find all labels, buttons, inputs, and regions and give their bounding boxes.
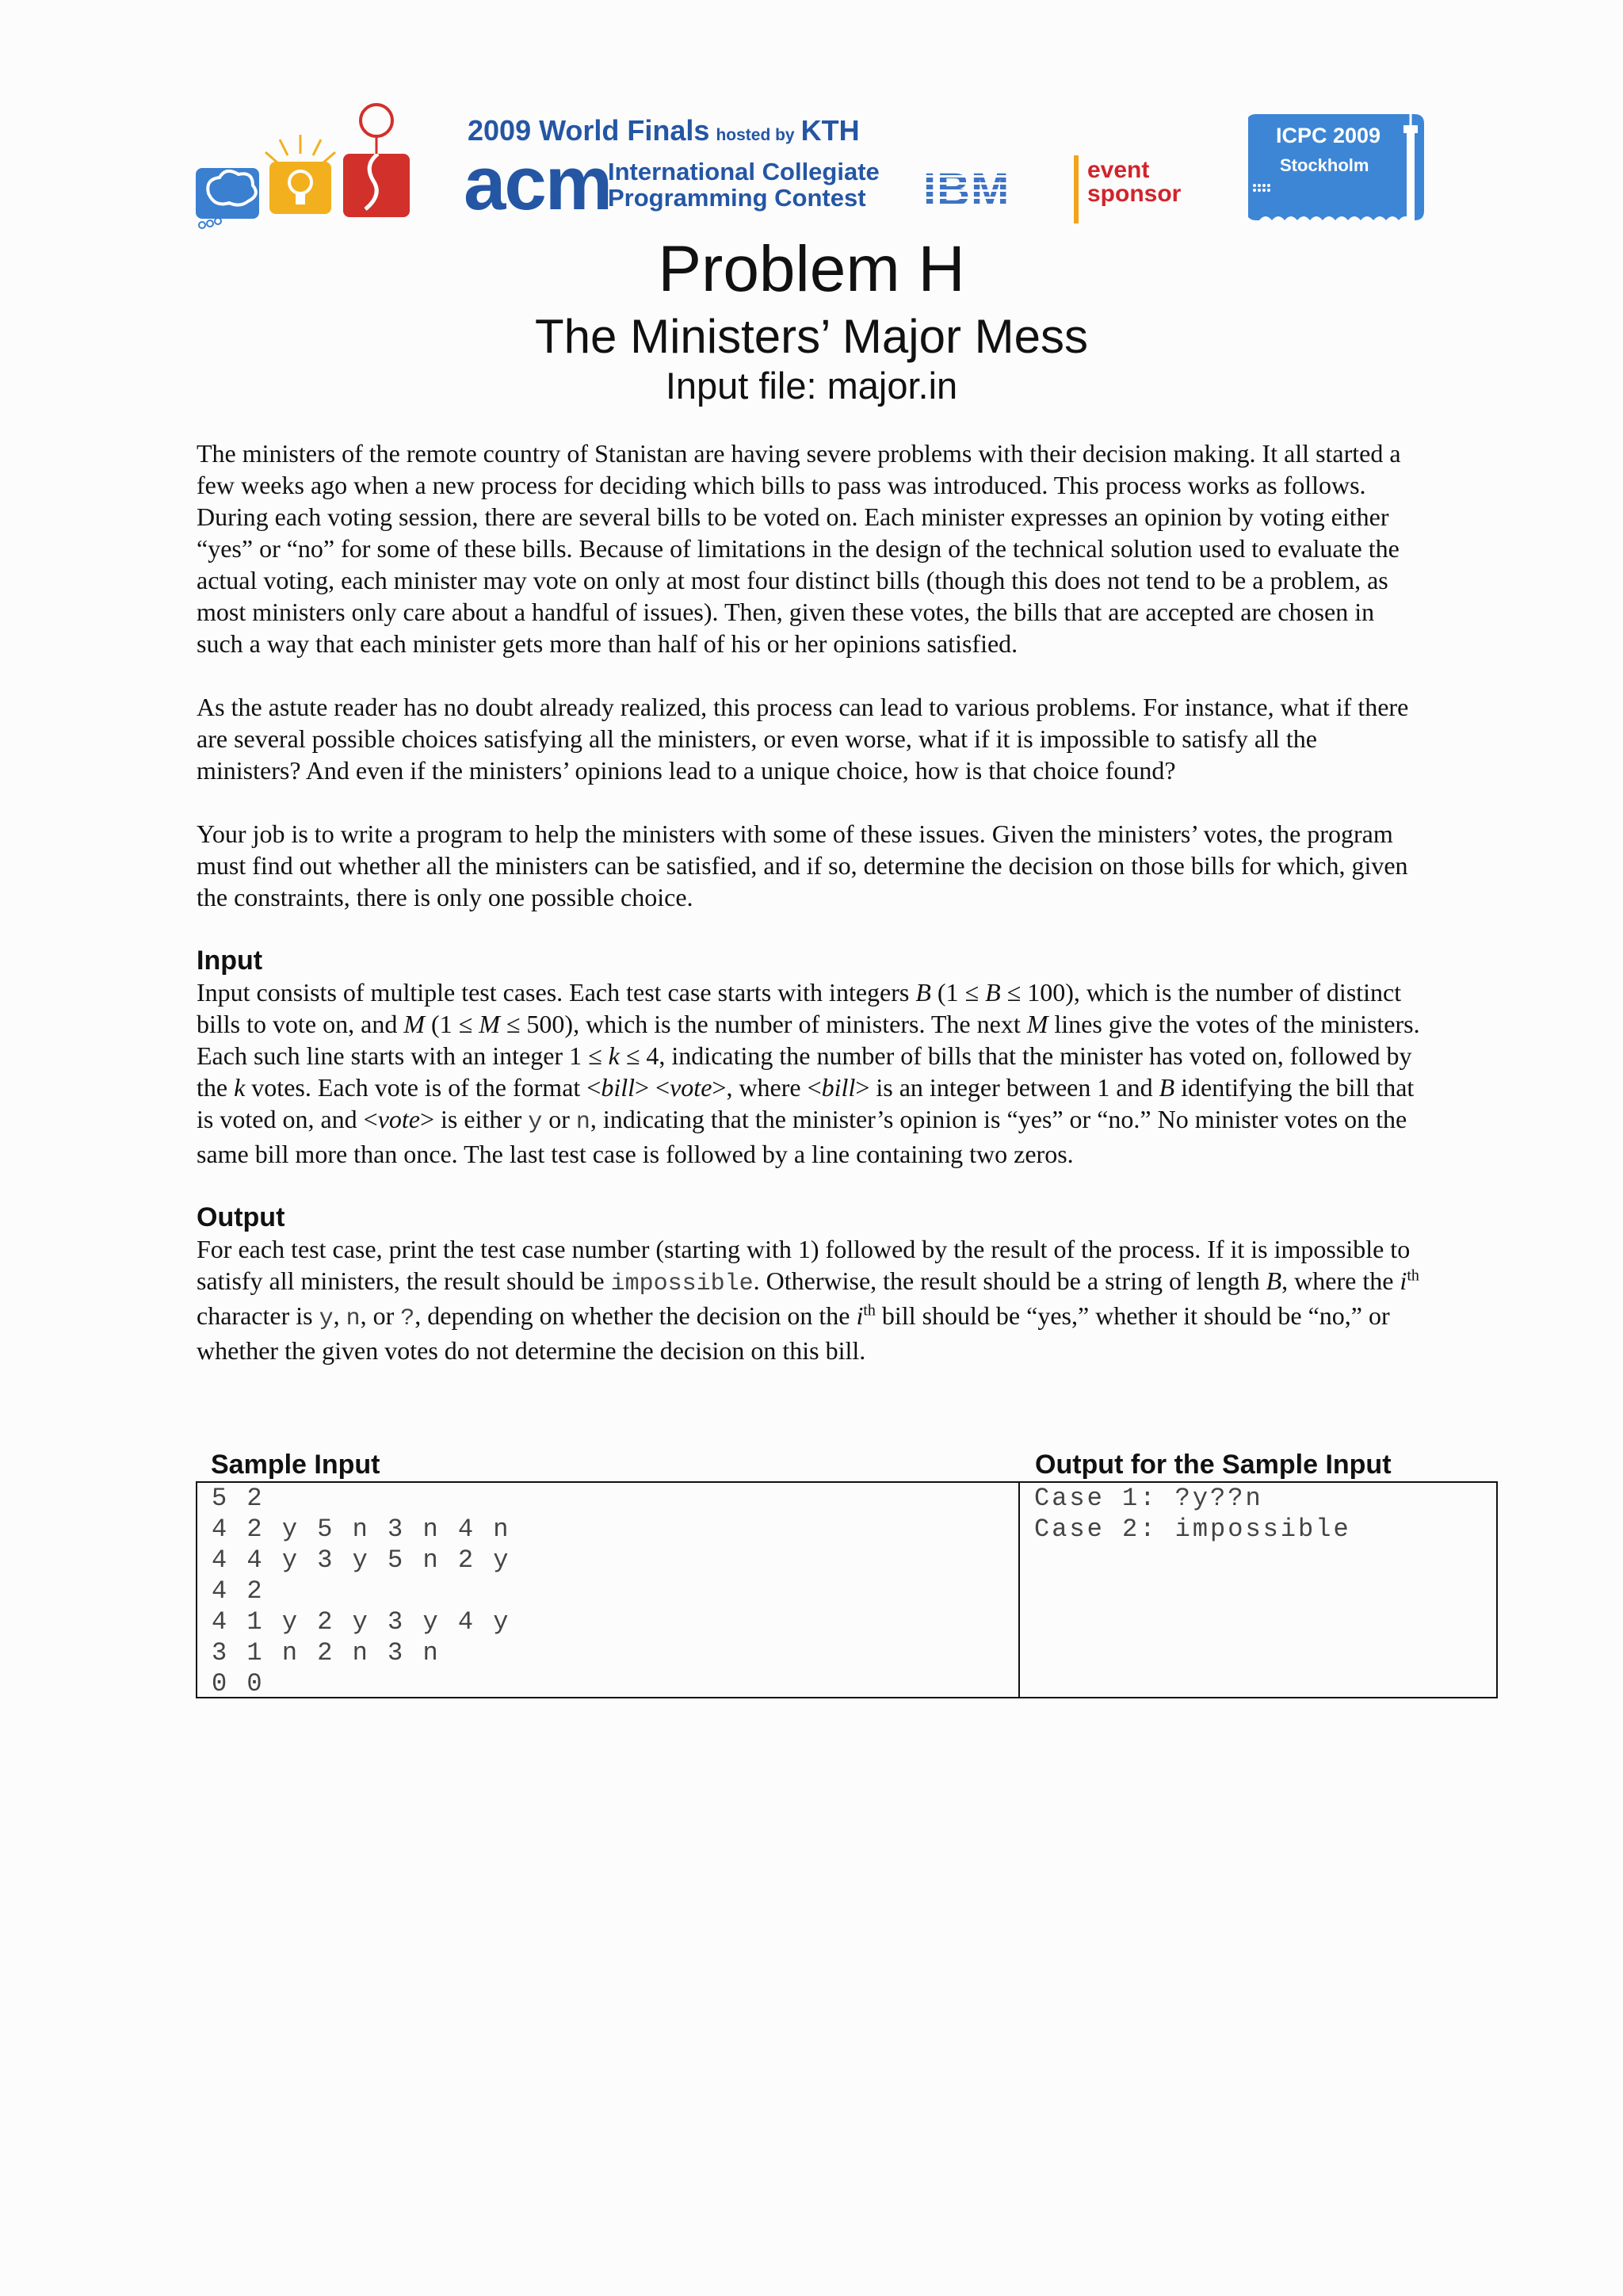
contest-name-line2: Programming Contest (608, 184, 866, 212)
output-description: For each test case, print the test case number (starting with 1) followed by the result of the process. If it is impossible to satisfy all ministers, the result should be impossible. Otherwise, the result should be a string of length B, where the $i^{th}$ character is y, n, or ?, depending on whether the decision on the $i^{th}$ bill should be “yes,” whether it should be “no,” or whether the given votes do not determine the decision on this bill. (197, 1235, 1419, 1365)
host-label: KTH (800, 114, 860, 147)
sample-input-line: 4 4 y 3 y 5 n 2 y (212, 1545, 511, 1575)
acm-wordmark: acm (464, 141, 612, 226)
sample-input-box (196, 1481, 1020, 1698)
intro-paragraph-2: As the astute reader has no doubt already realized, this process can lead to various problems. For instance, what if there are several possible choices satisfying all the ministers, or even worse, what if it is impossible to satisfy all the ministers? And even if the ministers’ opinions lead to a unique choice, how is that choice found? (197, 693, 1409, 785)
contest-name (608, 159, 880, 211)
sample-input-heading: Sample Input (211, 1450, 380, 1480)
sponsor-line1: event (1087, 157, 1150, 183)
ibm-logo: IBM (923, 164, 1010, 216)
event-sponsor-label (1087, 159, 1181, 206)
world-finals-label: 2009 World Finals (468, 114, 710, 147)
contest-banner (194, 94, 1438, 236)
intro-paragraph-1: The ministers of the remote country of Stanistan are having severe problems with their decision making. It all started a few weeks ago when a new process for deciding which bills to pass was introduced. This process works as follows. During each voting session, there are several bills to be voted on. Each minister expresses an opinion by voting either “yes” or “no” for some of these bills. Because of limitations in the design of the technical solution used to evaluate the actual voting, each minister may vote on only at most four distinct bills (though this does not tend to be a problem, as most ministers only care about a handful of issues). Then, given these votes, the bills that are accepted are chosen in such a way that each minister gets more than half of his or her opinions satisfied. (197, 439, 1401, 658)
intro-paragraph-3: Your job is to write a program to help the ministers with some of these issues. Given the ministers’ votes, the program must find out whether all the ministers can be satisfied, and if so, determine the decision on those bills for which, given the constraints, there is only one possible choice. (197, 819, 1408, 911)
problem-statement (197, 437, 1425, 1366)
badge-title: ICPC 2009 (1276, 124, 1381, 147)
problem-title: Problem H (658, 233, 965, 305)
sample-input-line: 0 0 (212, 1669, 265, 1698)
sample-output-lines (1020, 1483, 1496, 1545)
sponsor-line2: sponsor (1087, 181, 1182, 207)
sample-input-line: 4 1 y 2 y 3 y 4 y (212, 1607, 511, 1637)
sample-input-line: 4 2 y 5 n 3 n 4 n (212, 1515, 511, 1544)
sponsor-divider (1074, 155, 1079, 223)
badge-subtitle: Stockholm (1280, 155, 1369, 175)
input-heading: Input (197, 946, 263, 976)
problem-subtitle: The Ministers’ Major Mess (535, 310, 1088, 363)
sample-input-lines (197, 1483, 1018, 1699)
sample-output-box (1018, 1481, 1498, 1698)
sample-output-heading: Output for the Sample Input (1035, 1450, 1392, 1480)
input-description: Input consists of multiple test cases. Each test case starts with integers B (1 ≤ B ≤ 100), which is the number of distinct bills to vote on, and M (1 ≤ M ≤ 500), which is the number of ministers. The next M lines give the votes of the ministers. Each such line starts with an integer 1 ≤ k ≤ 4, indicating the number of bills that the minister has voted on, followed by the k votes. Each vote is of the format <bill> <vote>, where <bill> is an integer between 1 and B identifying the bill that is voted on, and <vote> is either y or n, indicating that the minister’s opinion is “yes” or “no.” No minister votes on the same bill more than once. The last test case is followed by a line containing two zeros. (197, 978, 1420, 1168)
hosted-by-label: hosted by (716, 126, 795, 144)
sample-input-line: 5 2 (212, 1484, 265, 1513)
sample-input-line: 3 1 n 2 n 3 n (212, 1638, 441, 1668)
output-heading: Output (197, 1202, 285, 1232)
input-file-label: Input file: major.in (665, 365, 958, 407)
sample-input-line: 4 2 (212, 1576, 265, 1606)
contest-name-line1: International Collegiate (608, 158, 880, 185)
sample-output-line: Case 2: impossible (1034, 1515, 1351, 1544)
sample-output-line: Case 1: ?y??n (1034, 1484, 1263, 1513)
acm-icpc-logo-icons (194, 98, 412, 233)
